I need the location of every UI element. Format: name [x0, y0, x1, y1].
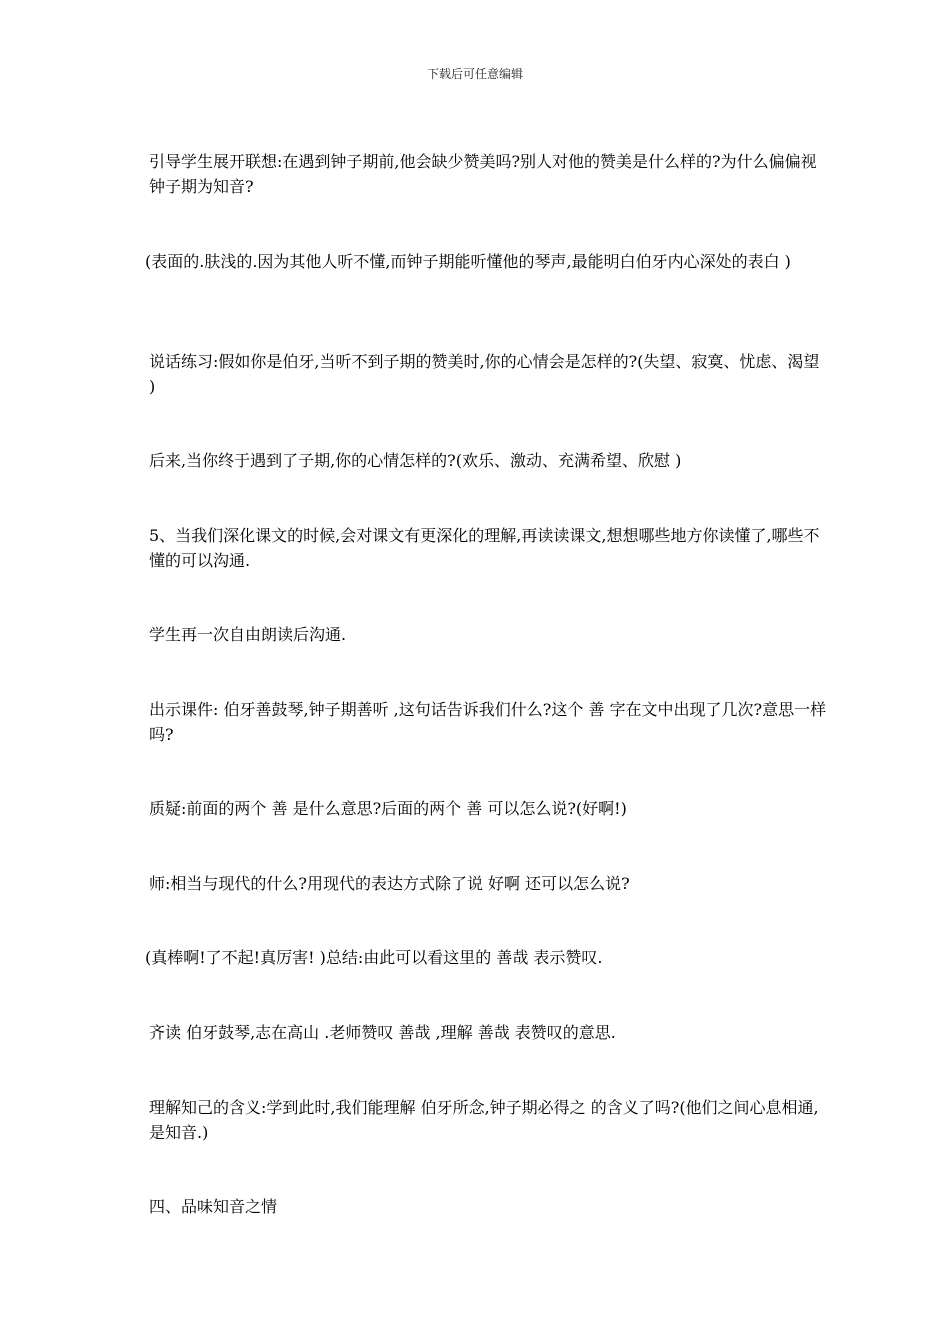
paragraph-step-5: 5、当我们深化课文的时候,会对课文有更深化的理解,再读读课文,想想哪些地方你读懂了,哪些不懂的可以沟通.	[149, 526, 820, 570]
paragraph-superficial-answer: (表面的.肤浅的.因为其他人听不懂,而钟子期能听懂他的琴声,最能明白伯牙内心深处的表白 )	[145, 252, 791, 271]
paragraph-read-together: 齐读 伯牙鼓琴,志在高山 .老师赞叹 善哉 ,理解 善哉 表赞叹的意思.	[149, 1023, 616, 1042]
page-header-note: 下载后可任意编辑	[426, 67, 523, 81]
paragraph-later-feelings: 后来,当你终于遇到了子期,你的心情怎样的?(欢乐、激动、充满希望、欣慰 )	[149, 451, 682, 470]
paragraph-question: 质疑:前面的两个 善 是什么意思?后面的两个 善 可以怎么说?(好啊!)	[149, 799, 627, 818]
paragraph-student-reading: 学生再一次自由朗读后沟通.	[149, 625, 347, 644]
section-heading-4: 四、品味知音之情	[149, 1197, 278, 1216]
paragraph-courseware: 出示课件: 伯牙善鼓琴,钟子期善听 ,这句话告诉我们什么?这个 善 字在文中出现了几次?意思一样吗?	[149, 700, 827, 744]
paragraph-summary: (真棒啊!了不起!真厉害! )总结:由此可以看这里的 善哉 表示赞叹.	[145, 948, 603, 967]
paragraph-teacher: 师:相当与现代的什么?用现代的表达方式除了说 好啊 还可以怎么说?	[149, 874, 630, 893]
paragraph-confidant-meaning: 理解知己的含义:学到此时,我们能理解 伯牙所念,钟子期必得之 的含义了吗?(他们之间心息相通,是知音.)	[149, 1098, 819, 1142]
paragraph-association-prompt: 引导学生展开联想:在遇到钟子期前,他会缺少赞美吗?别人对他的赞美是什么样的?为什么偏偏视钟子期为知音?	[149, 152, 817, 196]
paragraph-speaking-practice: 说话练习:假如你是伯牙,当听不到子期的赞美时,你的心情会是怎样的?(失望、寂寞、忧虑、渴望 )	[149, 352, 820, 396]
